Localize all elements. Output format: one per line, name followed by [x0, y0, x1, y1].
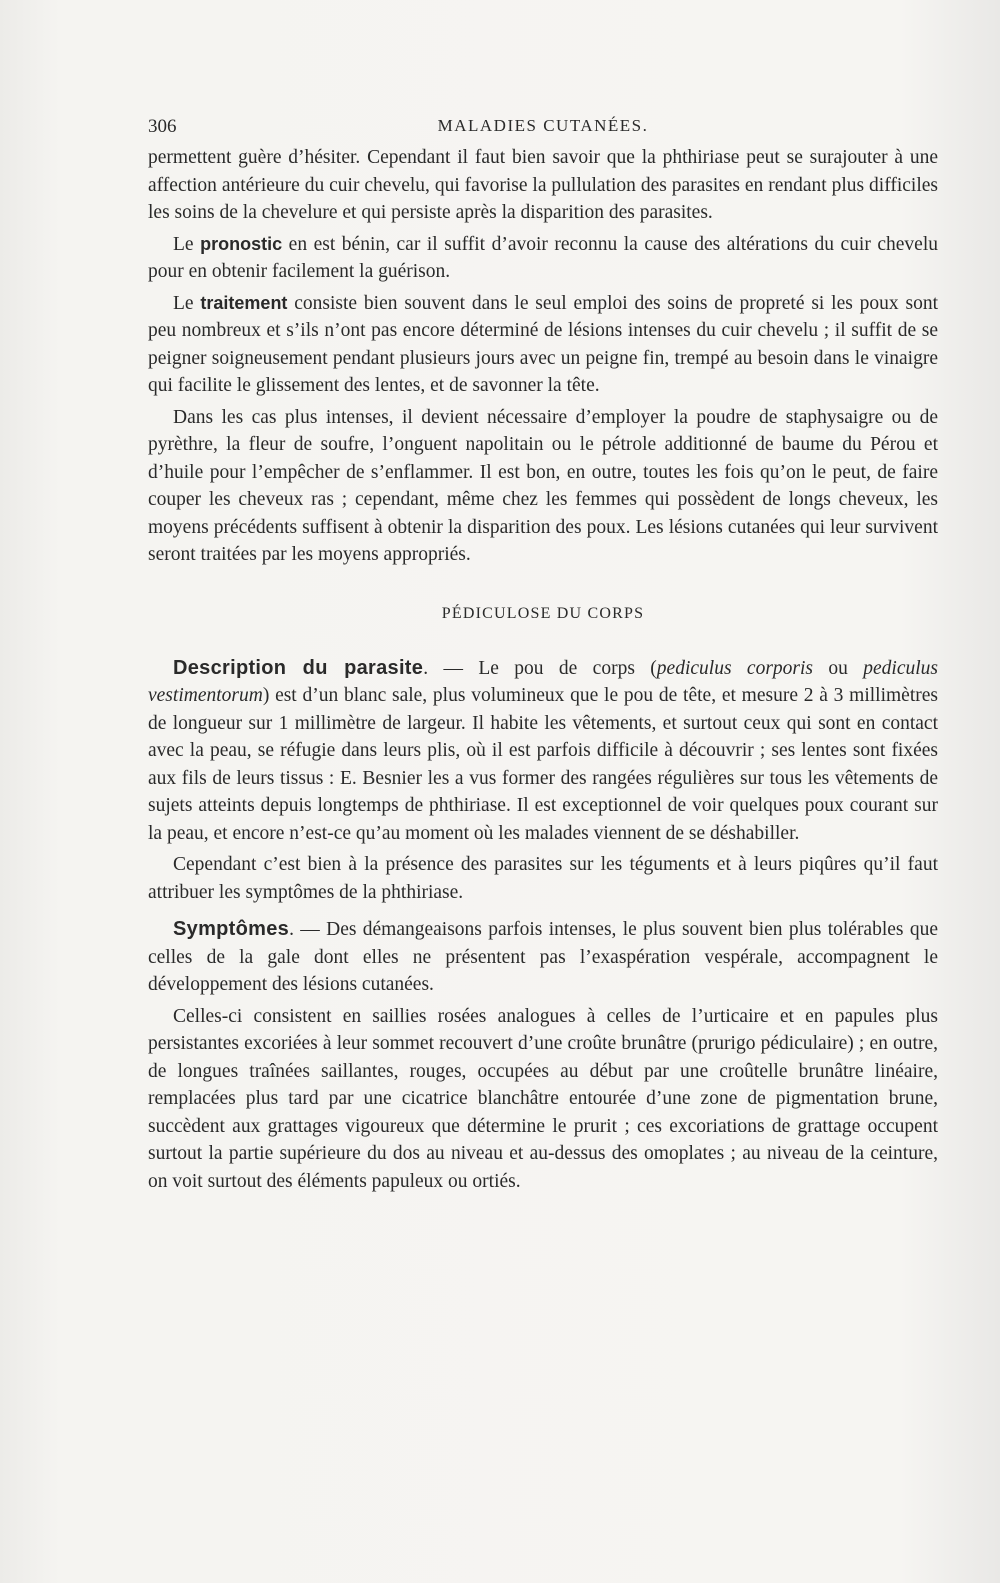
paragraph-text: permettent guère d’hésiter. Cependant il faut bien savoir que la phthiriase peut se surajouter à une affection antérieure du cuir chevelu, qui favorise la pullulation des parasites en rendant plus difficiles les soins de la chevelure et qui persiste après la disparition des parasites. — [148, 147, 938, 223]
paragraph-text: Cependant c’est bien à la présence des parasites sur les téguments et à leurs piqûres qu’il faut attribuer les symptômes de la phthiriase. — [148, 854, 938, 903]
paragraph-text: . — Des démangeaisons parfois intenses, le plus souvent bien plus tolérables que celles de la gale dont elles ne présentent pas l’exaspération vespérale, accompagnent le développement des lésions cutanées. — [148, 919, 938, 995]
paragraph-dash: . — Le pou de corps ( — [423, 657, 657, 679]
keyword-symptomes: Symptômes — [173, 918, 290, 940]
paragraph-text: Dans les cas plus intenses, il devient nécessaire d’employer la poudre de staphysaigre ou de pyrèthre, la fleur de soufre, l’onguent napolitain ou le pétrole additionné de baume du Pérou et d’huile pour l’empêcher de s’enflammer. Il est bon, en outre, toutes les fois qu’on le peut, de faire couper les cheveux ras ; cependant, même chez les femmes qui possèdent de longs cheveux, les moyens précédents suffisent à obtenir la disparition des poux. Les lésions cutanées qui leur survivent seront traitées par les moyens appropriés. — [148, 406, 938, 565]
paragraph-lesions — [148, 1003, 938, 1196]
page-text-block — [148, 110, 938, 1199]
paragraph-text: ) est d’un blanc sale, plus volumineux que le pou de tête, et mesure 2 à 3 millimètres de longueur sur 1 millimètre de largeur. Il habite les vêtements, et surtout ceux qui sont en contact avec la peau, se réfugie dans leurs plis, où il est parfois difficile à découvrir ; ses lentes sont fixées aux fils de leurs tissus : E. Besnier les a vus former des rangées régulières sur tous les vêtements de sujets atteints depuis longtemps de phthiriase. Il est exceptionnel de voir quelques poux courant sur la peau, et encore n’est-ce qu’au moment où les malades viennent de se déshabiller. — [148, 685, 938, 844]
page-number: 306 — [148, 116, 177, 137]
running-head — [148, 110, 938, 140]
keyword-description: Description du parasite — [173, 656, 424, 679]
section-heading: PÉDICULOSE DU CORPS — [441, 604, 645, 622]
paragraph-description — [148, 655, 938, 848]
running-title: MALADIES CUTANÉES. — [437, 116, 649, 135]
paragraph-cependant — [148, 851, 938, 906]
paragraph-continuation — [148, 144, 938, 227]
paragraph-lead: Le — [173, 233, 201, 255]
keyword-traitement: traitement — [200, 292, 288, 313]
keyword-pronostic: pronostic — [200, 233, 283, 254]
paragraph-text: Celles-ci consistent en saillies rosées analogues à celles de l’urticaire et en papules plus persistantes excoriées à leur sommet recouvert d’une croûte brunâtre (prurigo pédiculaire) ; en outre, de longues traînées saillantes, rouges, occupées au début par une croûtelle brunâtre linéaire, remplacées plus tard par une cicatrice blanchâtre entourée d’une zone de pigmentation brune, succèdent aux grattages vigoureux que détermine le prurit ; ces excoriations de grattage occupent surtout la partie supérieure du dos au niveau et au-dessus des omoplates ; au niveau de la ceinture, on voit surtout des éléments papuleux ou ortiés. — [148, 1005, 938, 1192]
latin-term: pediculus corporis — [656, 657, 813, 679]
paragraph-traitement — [148, 290, 938, 400]
paragraph-traitement-intense — [148, 404, 938, 569]
paragraph-text: consiste bien souvent dans le seul emploi des soins de propreté si les poux sont peu nombreux et s’ils n’ont pas encore déterminé de lésions intenses du cuir chevelu ; il suffit de se peigner soigneusement pendant plusieurs jours avec un peigne fin, trempé au besoin dans le vinaigre qui facilite le glissement des lentes, et de savonner la tête. — [148, 292, 938, 396]
paragraph-symptomes — [148, 916, 938, 999]
paragraph-lead: Le — [173, 292, 201, 314]
paragraph-or: ou — [813, 657, 864, 679]
paragraph-pronostic — [148, 231, 938, 286]
latin-term-2: pediculus vestimentorum — [148, 657, 938, 706]
paragraph-text: en est bénin, car il suffit d’avoir reconnu la cause des altérations du cuir chevelu pour en obtenir facilement la guérison. — [148, 233, 938, 282]
